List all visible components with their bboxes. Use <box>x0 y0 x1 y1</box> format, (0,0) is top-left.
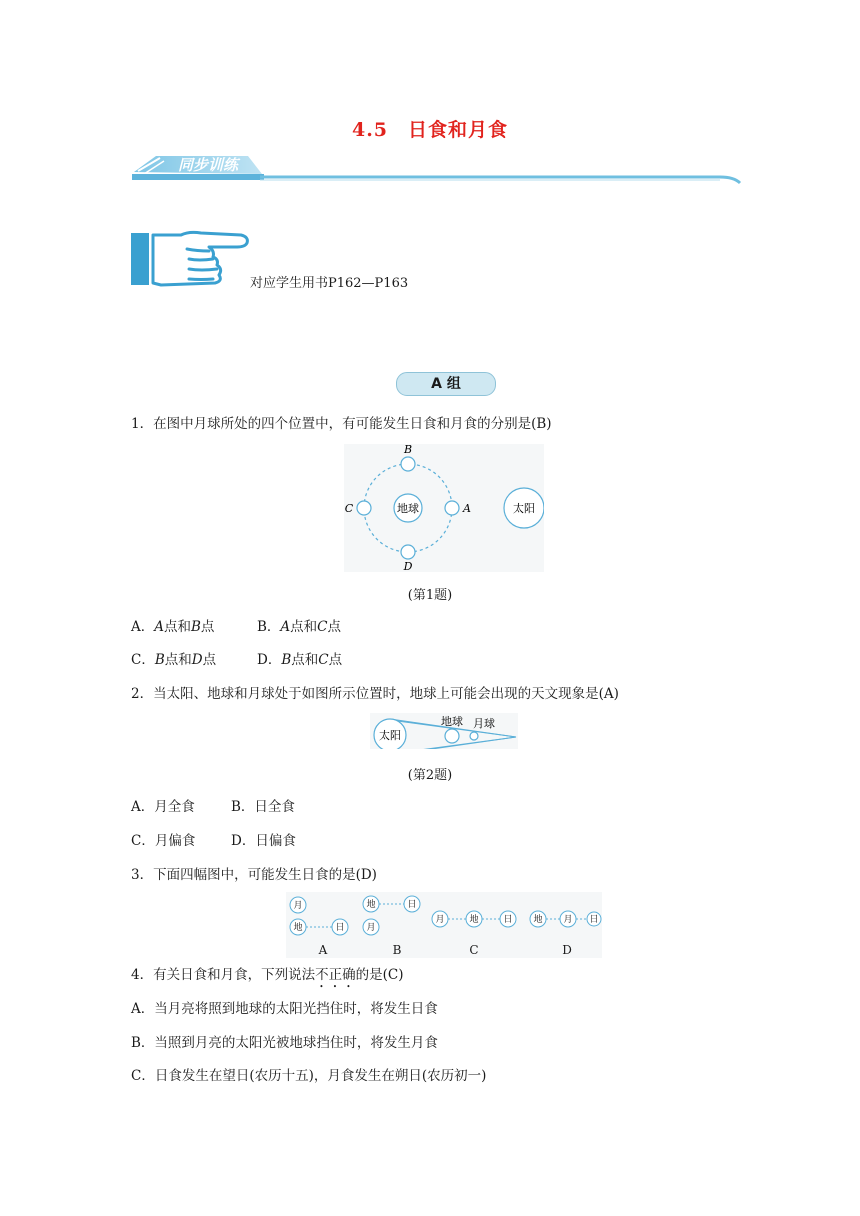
question-4-option-b[interactable]: B．当照到月亮的太阳光被地球挡住时，将发生月食 <box>131 1035 438 1051</box>
question-1-figure <box>344 444 544 572</box>
svg-text:月: 月 <box>366 923 376 933</box>
question-3-figure <box>286 892 602 958</box>
sun-label: 太阳 <box>379 729 401 742</box>
question-2-stem: 2．当太阳、地球和月球处于如图所示位置时，地球上可能会出现的天文现象是(A) <box>131 686 619 702</box>
emphasis-text: 不正确 <box>315 967 356 983</box>
option-d[interactable]: D．B点和C点 <box>257 652 343 668</box>
moon-position-b <box>401 457 415 471</box>
svg-text:日: 日 <box>407 900 417 910</box>
question-2-caption: (第2题) <box>407 768 453 783</box>
figure-label-c: C <box>469 943 479 957</box>
textbook-reference: 对应学生用书P162—P163 <box>250 276 409 291</box>
earth-label: 地球 <box>441 715 463 728</box>
question-1-options-row-1 <box>131 617 341 637</box>
moon-circle <box>470 732 478 740</box>
svg-text:地: 地 <box>366 900 376 910</box>
option-d[interactable]: D．日偏食 <box>231 833 296 849</box>
group-a-badge: A 组 <box>396 372 496 396</box>
page-title: 4.5 日食和月食 <box>351 119 509 141</box>
label-a: A <box>463 502 471 515</box>
svg-text:日: 日 <box>335 923 345 933</box>
svg-text:日: 日 <box>503 915 513 925</box>
question-4-option-a[interactable]: A．当月亮将照到地球的太阳光挡住时，将发生日食 <box>131 1001 438 1017</box>
moon-position-d <box>401 545 415 559</box>
question-1-options-row-2 <box>131 650 342 670</box>
label-c: C <box>344 502 354 515</box>
question-2-figure <box>370 713 518 749</box>
label-d: D <box>403 560 413 572</box>
svg-text:地: 地 <box>469 915 479 925</box>
svg-text:月: 月 <box>293 901 303 911</box>
option-a[interactable]: A．A点和B点 <box>131 619 215 635</box>
svg-text:地: 地 <box>533 915 543 925</box>
question-2-options-row-1 <box>131 797 295 817</box>
sun-label: 太阳 <box>513 502 535 515</box>
pointing-hand-icon <box>131 229 251 289</box>
moon-label: 月球 <box>473 717 495 730</box>
option-b[interactable]: B．A点和C点 <box>257 619 342 635</box>
question-4-stem: 4．有关日食和月食，下列说法不正确的是(C) <box>131 967 404 983</box>
figure-label-b: B <box>392 943 402 957</box>
figure-label-d: D <box>562 943 572 957</box>
moon-position-a <box>445 501 459 515</box>
svg-text:月: 月 <box>563 915 573 925</box>
question-3-stem: 3．下面四幅图中，可能发生日食的是(D) <box>131 867 377 883</box>
label-b: B <box>403 444 413 456</box>
earth-circle <box>445 729 459 743</box>
svg-text:月: 月 <box>435 915 445 925</box>
question-1-stem: 1．在图中月球所处的四个位置中，有可能发生日食和月食的分别是(B) <box>131 416 552 432</box>
option-a[interactable]: A．月全食 <box>131 799 195 815</box>
svg-text:日: 日 <box>589 915 599 925</box>
moon-position-c <box>357 501 371 515</box>
option-c[interactable]: C．B点和D点 <box>131 652 217 668</box>
section-banner <box>130 152 742 186</box>
option-c[interactable]: C．月偏食 <box>131 833 196 849</box>
question-4-option-c[interactable]: C．日食发生在望日(农历十五)，月食发生在朔日(农历初一) <box>131 1068 487 1084</box>
question-2-options-row-2 <box>131 831 296 851</box>
option-b[interactable]: B．日全食 <box>231 799 295 815</box>
question-1-caption: (第1题) <box>407 588 453 603</box>
earth-label: 地球 <box>397 502 419 515</box>
banner-label: 同步训练 <box>178 156 239 174</box>
svg-text:地: 地 <box>293 923 303 933</box>
figure-label-a: A <box>318 943 328 957</box>
